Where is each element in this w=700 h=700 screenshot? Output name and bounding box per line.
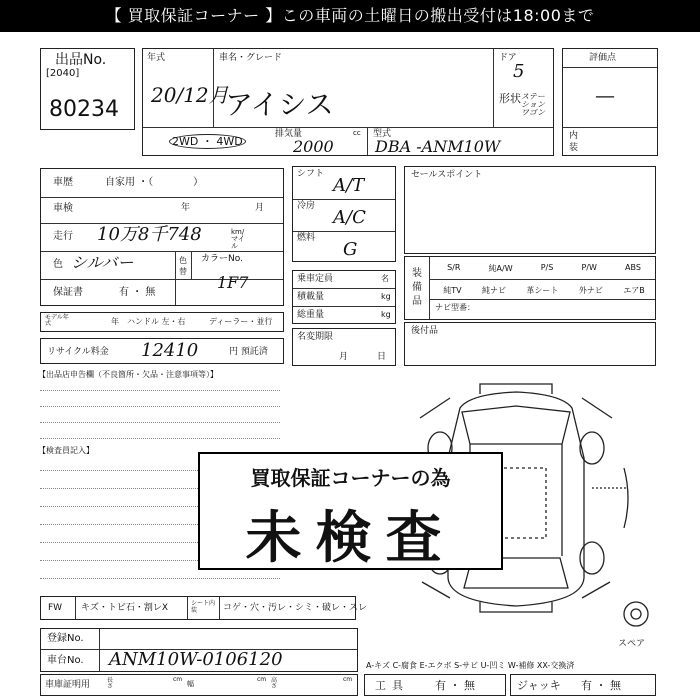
shift-value: A/T [333,175,365,196]
inspector-notes-label: 【検査員記入】 [38,446,94,455]
color-code-label: カラーNo. [201,254,243,264]
name-change-label: 名変期限 [297,332,334,342]
displacement-value: 2000 [293,137,334,156]
mileage-label: 走行 [53,231,73,242]
score-value: — [595,83,615,107]
gross-label: 総重量 [297,310,325,320]
garage-cert-unit-3: cm [343,676,353,683]
drive-label: 2WD ・ 4WD [169,133,246,149]
fuel-label: 燃料 [297,233,316,243]
accessories-label: 後付品 [411,326,439,336]
equip-tv: 純TV [443,286,462,295]
displacement-unit: cc [353,129,361,137]
equipment-box [404,256,656,320]
lot-stamp: [2040] [46,68,80,79]
garage-cert-width: 幅 [187,680,194,688]
registration-label: 登録No. [47,633,84,644]
lot-number: 80234 [49,97,119,122]
tools-label: 工具 [375,679,409,692]
history-label: 車歴 [53,177,73,188]
sales-point-box [404,166,656,254]
handle-label: ハンドル 左・右 [127,317,186,326]
doors-label: ドア [499,53,517,63]
aircon-label: 冷房 [297,201,316,211]
equip-navi: 純ナビ [481,286,506,295]
car-name-label: 車名・グレード [219,53,283,63]
history-value: 自家用 ・（ ） [105,177,204,188]
warranty-label: 保証書 [53,287,83,298]
garage-cert-unit-1: cm [173,676,183,683]
chassis-value: ANM10W-0106120 [109,649,283,670]
damage-legend: A-キズ C-腐食 E-エクボ S-サビ U-凹ミ W-補修 XX-交換済 [366,661,575,670]
displacement-label: 排気量 [275,129,303,139]
fw-row [40,596,368,620]
warranty-options: 有 ・ 無 [119,287,156,298]
fuel-value: G [343,239,358,260]
sales-point-label: セールスポイント [411,170,483,180]
load-label: 積載量 [297,292,325,302]
capacity-unit: 名 [381,274,389,283]
accessories-box [404,322,656,366]
year-label: 年式 [147,53,166,63]
gross-unit: kg [381,310,391,319]
equip-leather: 革シート [526,286,559,295]
garage-cert-row [40,674,358,696]
registration-box [40,628,358,672]
stamp-line2: 未検査 [245,506,456,571]
inspection-month: 月 [255,203,265,213]
capacity-label: 乗車定員 [297,274,334,284]
color-value: シルバー [71,253,134,272]
equip-airbag: エアB [623,286,645,295]
score-box [562,48,658,156]
shape-value: ステーションワゴン [521,92,545,117]
vehicle-info-box [142,48,554,156]
model-type-value: DBA -ANM10W [375,137,501,156]
capacity-box [292,270,396,324]
load-unit: kg [381,292,391,301]
interior-label: 内装 [569,131,579,153]
fw-seat-text: コゲ・穴・汚レ・シミ・破レ・スレ [223,603,368,613]
not-inspected-stamp [198,452,503,570]
stamp-line1: 買取保証コーナーの為 [250,466,451,490]
inspection-label: 車検 [53,203,73,214]
dealer-label: ディーラー・並行 [209,317,273,326]
equip-ext-navi: 外ナビ [578,286,603,295]
shift-aircon-fuel-box [292,166,396,262]
mileage-unit: km/マイル [231,228,245,250]
chassis-label: 車台No. [47,655,84,666]
garage-cert-height: 高さ [271,677,278,690]
navi-model-label: ナビ型番： [435,303,475,312]
fw-label: FW [48,603,63,613]
tools-box [364,674,506,696]
garage-cert-length: 長さ [107,677,114,690]
color-label: 色 [53,259,63,270]
equipment-row2 [433,285,655,296]
jack-box [510,674,656,696]
recycle-unit: 円 預託済 [229,347,268,357]
inspection-year: 年 [181,203,191,213]
model-year-year: 年 [111,317,119,326]
doors-value: 5 [513,61,525,82]
equip-pw: P/W [581,263,597,272]
equip-ps: P/S [540,263,554,272]
score-label: 評価点 [589,53,617,63]
recycle-value: 12410 [141,340,199,361]
model-type-label: 型式 [373,129,392,139]
equip-abs: ABS [625,263,641,272]
tools-options: 有 ・ 無 [435,679,475,692]
name-change-box [292,328,396,366]
spec-table [40,168,284,306]
color-code-value: 1F7 [217,273,249,292]
recycle-row [40,338,284,364]
aircon-value: A/C [333,207,366,228]
name-change-day: 日 [377,352,387,362]
shift-label: シフト [297,169,325,179]
shape-label: 形状 [499,92,521,105]
model-year-label: モデル年式 [45,314,69,327]
spare-tire-icon [622,600,650,628]
mileage-value: 10万8千748 [97,224,202,245]
name-change-month: 月 [339,352,349,362]
equip-alloy: 純A/W [488,264,513,273]
year-value: 20/12月 [151,83,229,107]
equip-sr: S/R [447,263,461,272]
lot-label: 出品No. [55,52,107,68]
fw-seat-label: シート内装 [191,600,216,615]
seller-notes-label: 【出品店申告欄（不良箇所・欠品・注意事項等）】 [38,370,218,379]
car-name-value: アイシス [225,88,334,121]
equipment-row1 [433,263,655,274]
color-change-label: 色替 [179,256,187,277]
model-year-row [40,312,284,332]
lot-box [40,48,135,130]
equipment-label: 装備品 [412,268,422,307]
garage-cert-label: 車庫証明用 [45,680,91,690]
recycle-label: リサイクル料金 [47,347,109,357]
garage-cert-unit-2: cm [257,676,267,683]
jack-options: 有 ・ 無 [581,679,621,692]
fw-text: キズ・トビ石・割レX [81,603,168,613]
jack-label: ジャッキ [517,679,561,692]
top-banner: 【 買取保証コーナー 】この車両の土曜日の搬出受付は18:00まで [0,0,700,32]
spare-label: スペア [618,639,646,649]
